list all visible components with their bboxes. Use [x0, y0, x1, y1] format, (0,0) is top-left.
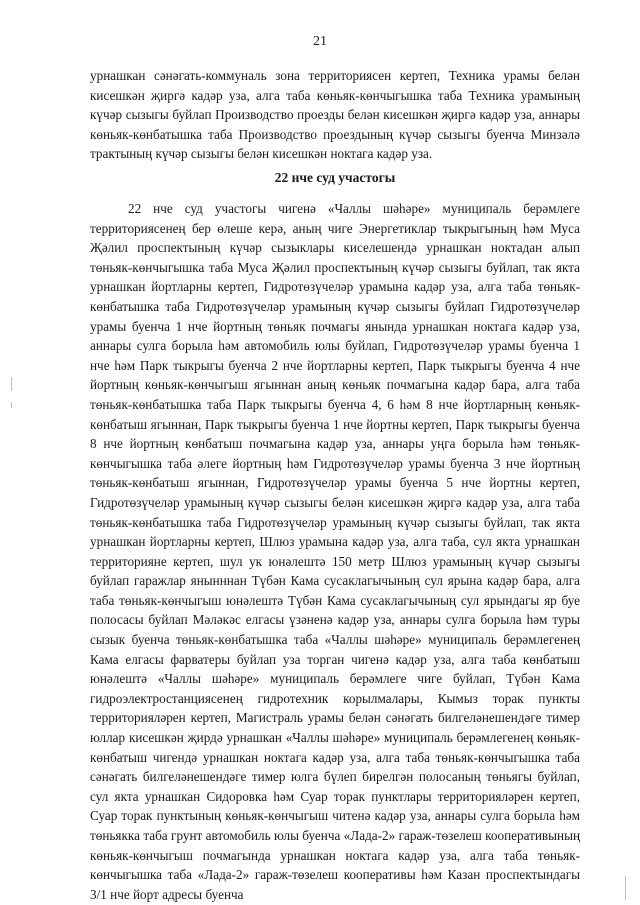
intro-paragraph: урнашкан сәнәгать-коммуналь зона территориясен кертеп, Техника урамы белән кисешкән җиргә кадәр уза, алга таба көньяк-көнчыгышка таба Техника урамының күчәр сызыгы буйлап Производство проезды белән кисешкән җиргә кадәр уза, аннары көньяк-көнбатышка таба Производство проездының күчәр сызыгы буенча Минзәлә трактының күчәр сызыгы белән кисешкән ноктага кадәр уза. — [90, 68, 580, 162]
scan-artifact-mark — [11, 402, 12, 408]
section-paragraph: 22 нче суд участогы чигенә «Чаллы шәһәре» муниципаль берәмлеге территориясенең бер өлеше керә, аның чиге Энергетиклар тыкрыгының һәм Муса Җәлил проспектының күчәр сызыклары киселешендә урнашкан ноктадан алып төньяк-көнчыгышка таба Муса Җәлил проспектының күчәр сызыгы буйлап, так якта урнашкан йортларны кертеп, Гидротөзүчеләр урамына кадәр уза, алга таба төньяк-көнбатышка таба Гидротөзүчеләр урамының күчәр сызыгы буйлап Гидротөзүчеләр урамы буенча 1 нче йортның төньяк почмагы янында урнашкан ноктага кадәр уза, аннары сулга борыла һәм автомобиль юлы буйлап, Гидротөзүчеләр урамы буенча 1 нче һәм Парк тыкрыгы буенча 2 нче йортларны кертеп, Парк тыкрыгы буенча 4 нче йортның көньяк-көнчыгыш ягыннан аның көньяк почмагына кадәр бара, алга таба төньяк-көнбатышка таба Парк тыкрыгы буенча 4, 6 һәм 8 нче йортларның көньяк-көнбатыш ягыннан, Парк тыкрыгы буенча 1 нче йортны кертеп, Парк тыкрыгы буенча 8 нче йортның көнбатыш почмагына кадәр уза, аннары уңга борыла һәм төньяк-көнчыгышка таба әлеге йортның һәм Гидротөзүчеләр урамы буенча 3 нче йортның төньяк-көнбатыш ягыннан, Гидротөзүчеләр урамы буенча 5 нче йортны кертеп, Гидротөзүчеләр урамының күчәр сызыгы белән кисешкән җиргә кадәр уза, алга таба төньяк-көнбатышка таба Гидротөзүчеләр урамының күчәр сызыгы буйлап, так якта урнашкан йортларны кертеп, Шлюз урамына кадәр уза, алга таба, сул якта урнашкан территорияне кертеп, шул ук юнәлештә 150 метр Шлюз урамының күчәр сызыгы буйлап гаражлар янынннан Түбән Кама сусаклагычының сул ярына кадәр бара, алга таба төньяк-көнчыгыш юнәлештә Түбән Кама сусаклагычының сул ярындагы яр буе полосасы буйлап Мәләкәс елгасы үзәненә кадәр уза, аннары сулга борыла һәм туры сызык буенча төньяк-көнбатышка таба «Чаллы шәһәре» муниципаль берәмлегенең Кама елгасы фарватеры буйлап уза торган чигенә кадәр уза, алга таба көнбатыш юнәлештә «Чаллы шәһәре» муниципаль берәмлеге чиге буйлап, Түбән Кама гидроэлектростанциясенең гидротехник корылмалары, Кымыз торак пункты территорияләрен кертеп, Магистраль урамы белән сәнәгать билгеләнешендәге тимер юллар кисешкән җирдә урнашкан «Чаллы шәһәре» муниципаль берәмлегенең көньяк-көнбатыш чигендә урнашкан ноктага кадәр уза, алга таба төньяк-көнчыгышка таба сәнәгать билгеләнешендәге тимер юлга бүлеп бирелгән полосаның төньягы буйлап, сул якта урнашкан Сидоровка һәм Суар торак пунктлары территорияләрен кертеп, Суар торак пунктының көньяк-көнчыгыш читенә кадәр уза, аннары сулга борыла һәм төньякка таба грунт автомобиль юлы буенча «Лада-2» гараж-төзелеш кооперативының көньяк-көнчыгыш почмагында урнашкан ноктага кадәр уза, алга таба төньяк-көнчыгышка таба «Лада-2» гараж-төзелеш кооперативы һәм Казан проспектындагы 3/1 нче йорт адресы буенча — [90, 201, 580, 902]
section-heading: 22 нче суд участогы — [274, 170, 396, 185]
section-body-block — [90, 199, 580, 904]
scan-artifact-mark — [11, 377, 12, 391]
page-number: 21 — [313, 34, 327, 49]
intro-paragraph-block — [90, 66, 580, 164]
scan-artifact-mark — [625, 876, 626, 900]
